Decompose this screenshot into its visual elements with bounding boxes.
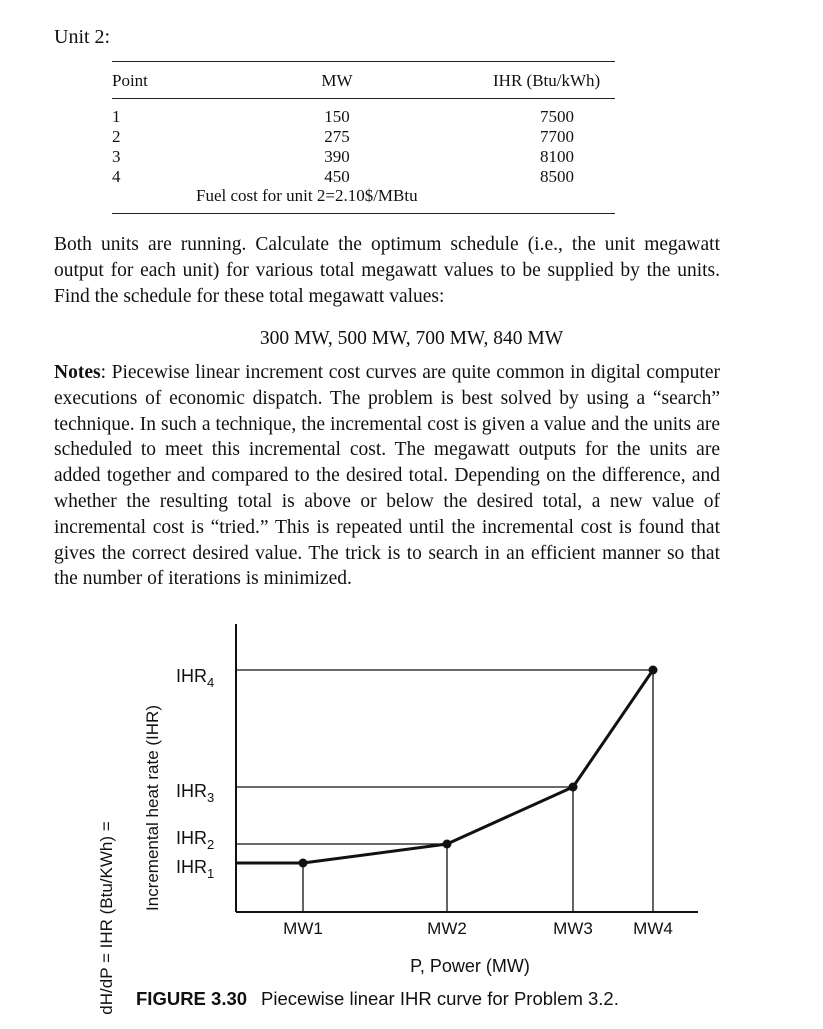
table-bottom-rule	[112, 213, 615, 214]
x-axis-label: P, Power (MW)	[410, 956, 530, 976]
cell-mw: 450	[324, 167, 350, 186]
notes-paragraph	[54, 360, 720, 592]
table-row	[112, 147, 615, 167]
cell-point: 1	[112, 107, 121, 126]
cell-mw: 275	[324, 127, 350, 146]
table-row	[112, 167, 615, 187]
cell-point: 3	[112, 147, 121, 166]
caption-label: FIGURE 3.30	[136, 988, 248, 1009]
ylabel-formula: dH/dP = IHR (Btu/KWh) =	[97, 821, 116, 1015]
cell-ihr: 8500	[540, 167, 574, 186]
cell-point: 4	[112, 167, 121, 186]
table-header-row	[112, 62, 615, 98]
data-point-4	[649, 666, 658, 675]
x-tick-label-mw4: MW4	[633, 919, 673, 938]
y-axis-label: Incremental heat rate (IHR)	[143, 705, 162, 911]
data-point-3	[569, 783, 578, 792]
unit-data-table	[112, 61, 615, 214]
y-tick-label-ihr3: $IHR_3$	[176, 781, 215, 805]
table-row	[112, 107, 615, 127]
ihr-series-line	[303, 670, 653, 863]
header-point: Point	[112, 71, 148, 90]
x-tick-label-mw2: MW2	[427, 919, 467, 938]
cell-ihr: 7700	[540, 127, 574, 146]
notes-label: Notes	[54, 362, 101, 383]
header-ihr: IHR (Btu/kWh)	[493, 71, 601, 90]
table-body	[112, 99, 615, 187]
table-row	[112, 127, 615, 147]
x-tick-label-mw1: MW1	[283, 919, 323, 938]
cell-ihr: 7500	[540, 107, 574, 126]
ihr-figure	[0, 610, 823, 1024]
data-point-1	[299, 859, 308, 868]
cell-point: 2	[112, 127, 121, 146]
cell-ihr: 8100	[540, 147, 574, 166]
ihr-chart	[0, 610, 823, 1024]
y-tick-label-ihr2: $IHR_2$	[176, 828, 215, 852]
data-point-2	[443, 840, 452, 849]
y-tick-label-ihr4: $IHR_4$	[176, 666, 215, 690]
y-tick-label-ihr1: $IHR_1$	[176, 857, 215, 881]
figure-caption	[136, 988, 619, 1010]
total-mw-values: 300 MW, 500 MW, 700 MW, 840 MW	[259, 328, 564, 349]
cell-mw: 390	[324, 147, 350, 166]
problem-paragraph: Both units are running. Calculate the optimum schedule (i.e., the unit megawatt output for each unit) for various total megawatt values to be supplied by the units. Find the schedule for these total megawatt values:	[54, 234, 720, 307]
x-tick-label-mw3: MW3	[553, 919, 593, 938]
unit-heading: Unit 2:	[54, 26, 111, 48]
notes-text: : Piecewise linear increment cost curves are quite common in digital computer executions of economic dispatch. The problem is best solved by using a “search” technique. In such a technique, the incremental cost is given a value and the units are scheduled to meet this incremental cost. The megawatt outputs for the units are added together and compared to the desired total. Depending on the difference, and whether the resulting total is above or below the desired total, a new value of incremental cost is “tried.” This is repeated until the incremental cost is found that gives the correct desired value. The trick is to search in an efficient manner so that the number of iterations is minimized.	[54, 362, 720, 590]
caption-text: Piecewise linear IHR curve for Problem 3.2.	[261, 988, 619, 1009]
fuel-cost-note: Fuel cost for unit 2=2.10$/MBtu	[196, 186, 418, 205]
cell-mw: 150	[324, 107, 350, 126]
header-mw: MW	[321, 71, 353, 90]
